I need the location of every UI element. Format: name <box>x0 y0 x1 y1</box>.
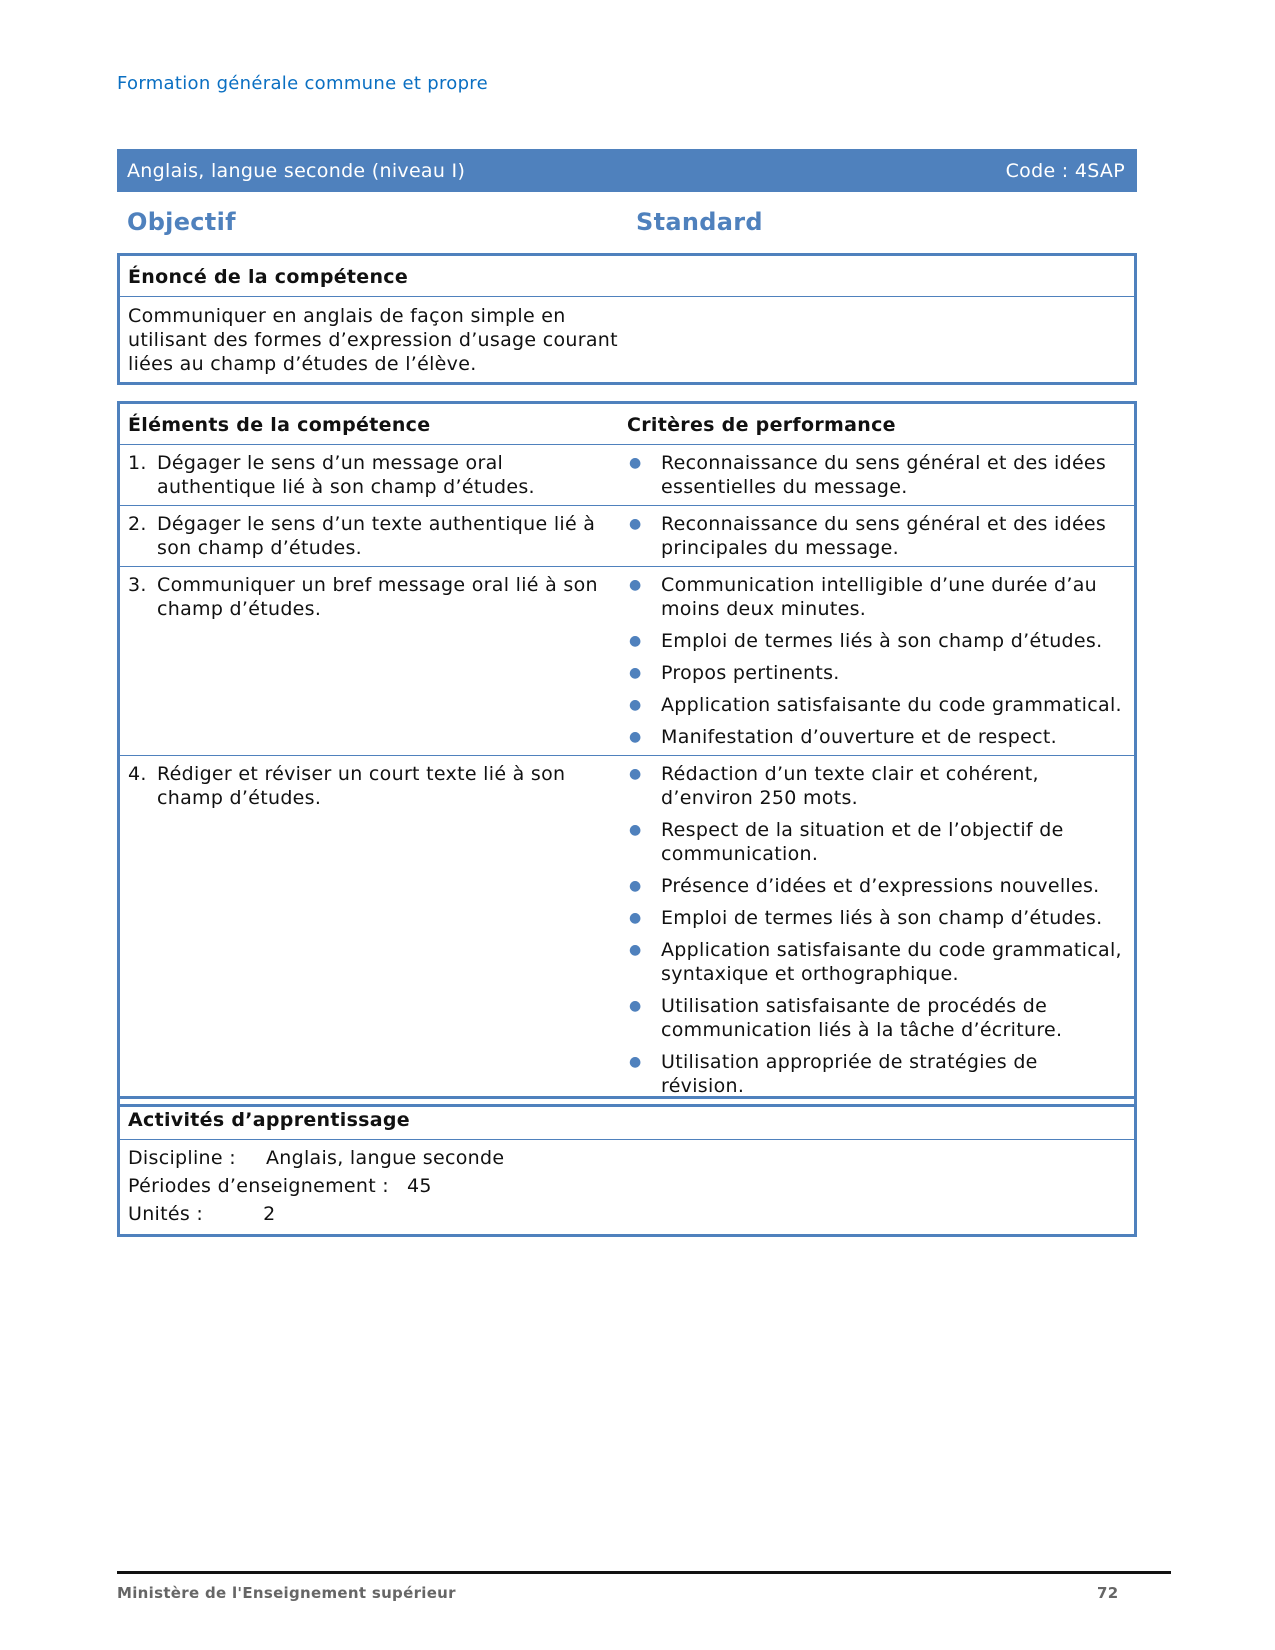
course-title-bar <box>117 149 1137 192</box>
criterion-item <box>627 1050 1126 1098</box>
bullet-icon: ● <box>629 697 642 713</box>
bullet-icon: ● <box>629 1054 642 1070</box>
element-text: Rédiger et réviser un court texte lié à son champ d’études. <box>157 763 566 809</box>
criterion-text: Utilisation appropriée de stratégies de révision. <box>661 1051 1038 1097</box>
criterion-item <box>627 994 1126 1042</box>
periodes-value: 45 <box>407 1175 432 1197</box>
periodes-label: Périodes d’enseignement : <box>128 1175 389 1197</box>
element-text: Dégager le sens d’un texte authentique lié à son champ d’études. <box>157 513 596 559</box>
element-text: Dégager le sens d’un message oral authentique lié à son champ d’études. <box>157 452 535 498</box>
table-row <box>120 445 1134 506</box>
criterion-text: Communication intelligible d’une durée d’au moins deux minutes. <box>661 574 1098 620</box>
criterion-text: Présence d’idées et d’expressions nouvelles. <box>661 875 1100 897</box>
bullet-icon: ● <box>629 822 642 838</box>
bullet-icon: ● <box>629 998 642 1014</box>
discipline-value: Anglais, langue seconde <box>265 1147 505 1169</box>
element-number: 2. <box>128 513 147 535</box>
table-row <box>120 567 1134 756</box>
element-number: 1. <box>128 452 147 474</box>
element-text: Communiquer un bref message oral lié à son champ d’études. <box>157 574 598 620</box>
criterion-item <box>627 938 1126 986</box>
criterion-text: Reconnaissance du sens général et des idées essentielles du message. <box>661 452 1107 498</box>
bullet-icon: ● <box>629 878 642 894</box>
section-header: Formation générale commune et propre <box>117 73 488 94</box>
criterion-text: Application satisfaisante du code grammatical, syntaxique et orthographique. <box>661 939 1122 985</box>
elements-header: Éléments de la compétence <box>128 414 431 436</box>
criterion-item <box>627 906 1126 930</box>
unites-value: 2 <box>263 1203 276 1225</box>
activites-heading: Activités d’apprentissage <box>120 1099 1134 1140</box>
enonce-box <box>117 253 1137 385</box>
criterion-item <box>627 762 1126 810</box>
criterion-item <box>627 629 1126 653</box>
criterion-item <box>627 693 1126 717</box>
criterion-text: Manifestation d’ouverture et de respect. <box>661 726 1057 748</box>
criterion-text: Rédaction d’un texte clair et cohérent, d’environ 250 mots. <box>661 763 1039 809</box>
criterion-text: Respect de la situation et de l’objectif de communication. <box>661 819 1064 865</box>
bullet-icon: ● <box>629 455 642 471</box>
standard-heading: Standard <box>636 208 763 236</box>
bullet-icon: ● <box>629 665 642 681</box>
element-number: 3. <box>128 574 147 596</box>
bullet-icon: ● <box>629 516 642 532</box>
table-row <box>120 756 1134 1104</box>
criterion-item <box>627 661 1126 685</box>
criterion-text: Propos pertinents. <box>661 662 840 684</box>
bullet-icon: ● <box>629 729 642 745</box>
criterion-text: Reconnaissance du sens général et des idées principales du message. <box>661 513 1107 559</box>
activites-box <box>117 1096 1137 1237</box>
course-title: Anglais, langue seconde (niveau I) <box>127 159 466 182</box>
criterion-item <box>627 725 1126 749</box>
discipline-label: Discipline : <box>128 1147 236 1169</box>
footer-ministry: Ministère de l'Enseignement supérieur <box>117 1584 456 1602</box>
enonce-heading: Énoncé de la compétence <box>120 256 1134 297</box>
course-code: Code : 4SAP <box>1005 159 1125 182</box>
criterion-text: Utilisation satisfaisante de procédés de communication liés à la tâche d’écriture. <box>661 995 1063 1041</box>
criteria-header: Critères de performance <box>627 414 896 436</box>
criterion-item <box>627 573 1126 621</box>
element-number: 4. <box>128 763 147 785</box>
criterion-item <box>627 874 1126 898</box>
criterion-text: Application satisfaisante du code grammatical. <box>661 694 1122 716</box>
elements-table <box>117 401 1137 1107</box>
criterion-item <box>627 512 1126 560</box>
enonce-text: Communiquer en anglais de façon simple en utilisant des formes d’expression d’usage courant liées au champ d’études de l’élève. <box>128 305 618 375</box>
table-row <box>120 506 1134 567</box>
bullet-icon: ● <box>629 633 642 649</box>
bullet-icon: ● <box>629 910 642 926</box>
bullet-icon: ● <box>629 942 642 958</box>
bullet-icon: ● <box>629 577 642 593</box>
bullet-icon: ● <box>629 766 642 782</box>
page-number: 72 <box>1097 1584 1119 1602</box>
criterion-text: Emploi de termes liés à son champ d’études. <box>661 907 1103 929</box>
criterion-item <box>627 451 1126 499</box>
criterion-text: Emploi de termes liés à son champ d’études. <box>661 630 1103 652</box>
objectif-heading: Objectif <box>127 208 236 236</box>
criterion-item <box>627 818 1126 866</box>
footer <box>117 1571 1171 1602</box>
unites-label: Unités : <box>128 1203 204 1225</box>
